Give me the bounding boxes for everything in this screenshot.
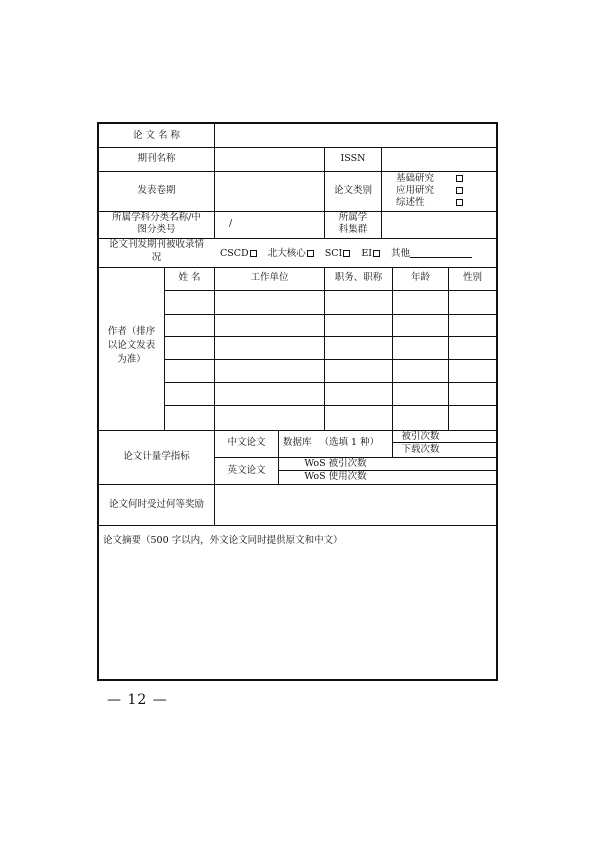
discipline-label-line2: 图分类号 — [137, 224, 176, 235]
pub-volume-field[interactable] — [215, 172, 324, 210]
paper-type-label: 论文类别 — [333, 185, 372, 196]
checkbox-icon[interactable] — [456, 199, 463, 206]
author-header-title: 职务、职称 — [334, 272, 383, 283]
pub-volume-label: 发表卷期 — [137, 185, 176, 196]
index-option-other[interactable]: 其他 — [391, 248, 472, 259]
discipline-label-line1: 所属学科分类名称/中 — [112, 212, 201, 223]
index-option-ei[interactable]: EI — [361, 248, 380, 259]
type-option-review[interactable]: 综述性 — [396, 197, 463, 209]
award-field[interactable] — [215, 485, 495, 524]
wos-used-label: WoS 使用次数 — [304, 471, 367, 482]
index-option-sci[interactable]: SCI — [325, 248, 351, 259]
download-count-label: 下载次数 — [401, 444, 440, 455]
cluster-label-line1: 所属学 — [338, 212, 368, 223]
abstract-field[interactable] — [100, 549, 495, 677]
checkbox-icon[interactable] — [250, 250, 257, 257]
paper-title-label: 论 文 名 称 — [132, 130, 181, 141]
cluster-label-line2: 科集群 — [338, 224, 368, 235]
page-number: — 12 — — [107, 692, 168, 708]
other-blank-field[interactable] — [410, 247, 472, 258]
author-header-age: 年龄 — [410, 272, 430, 283]
author-label-line2: 以论文发表 — [107, 340, 156, 351]
author-header-affiliation: 工作单位 — [250, 272, 289, 283]
indexed-label-line1: 论文刊发期刊被收录情 — [108, 239, 204, 250]
wos-cited-label: WoS 被引次数 — [304, 458, 367, 469]
paper-info-form — [97, 122, 498, 681]
index-option-cscd[interactable]: CSCD — [220, 248, 257, 259]
journal-name-label: 期刊名称 — [137, 153, 176, 164]
cluster-field[interactable] — [382, 212, 495, 237]
checkbox-icon[interactable] — [456, 175, 463, 182]
issn-label: ISSN — [340, 153, 366, 164]
author-label-line1: 作者（排序 — [107, 326, 156, 337]
indexed-label-line2: 况 — [151, 252, 162, 263]
checkbox-icon[interactable] — [456, 187, 463, 194]
author-header-name: 姓 名 — [178, 272, 201, 283]
index-option-pku[interactable]: 北大核心 — [268, 248, 314, 259]
journal-name-field[interactable] — [215, 148, 324, 170]
type-option-basic[interactable]: 基础研究 — [396, 173, 463, 185]
checkbox-icon[interactable] — [343, 250, 350, 257]
discipline-value[interactable]: / — [229, 218, 233, 229]
checkbox-icon[interactable] — [373, 250, 380, 257]
cited-count-label: 被引次数 — [401, 431, 440, 442]
en-paper-label: 英文论文 — [227, 465, 266, 476]
indexed-options — [220, 247, 472, 260]
type-option-applied[interactable]: 应用研究 — [396, 185, 463, 197]
database-label: 数据库 （选填 1 种） — [283, 437, 380, 448]
cn-paper-label: 中文论文 — [227, 437, 266, 448]
checkbox-icon[interactable] — [307, 250, 314, 257]
author-header-gender: 性别 — [462, 272, 482, 283]
abstract-label: 论文摘要（500 字以内，外文论文同时提供原文和中文） — [103, 535, 343, 546]
metrics-label: 论文计量学指标 — [123, 451, 190, 462]
award-label: 论文何时受过何等奖励 — [108, 499, 204, 510]
paper-title-field[interactable] — [215, 125, 495, 146]
author-label-line3: 为准） — [117, 354, 146, 365]
issn-field[interactable] — [382, 148, 495, 170]
